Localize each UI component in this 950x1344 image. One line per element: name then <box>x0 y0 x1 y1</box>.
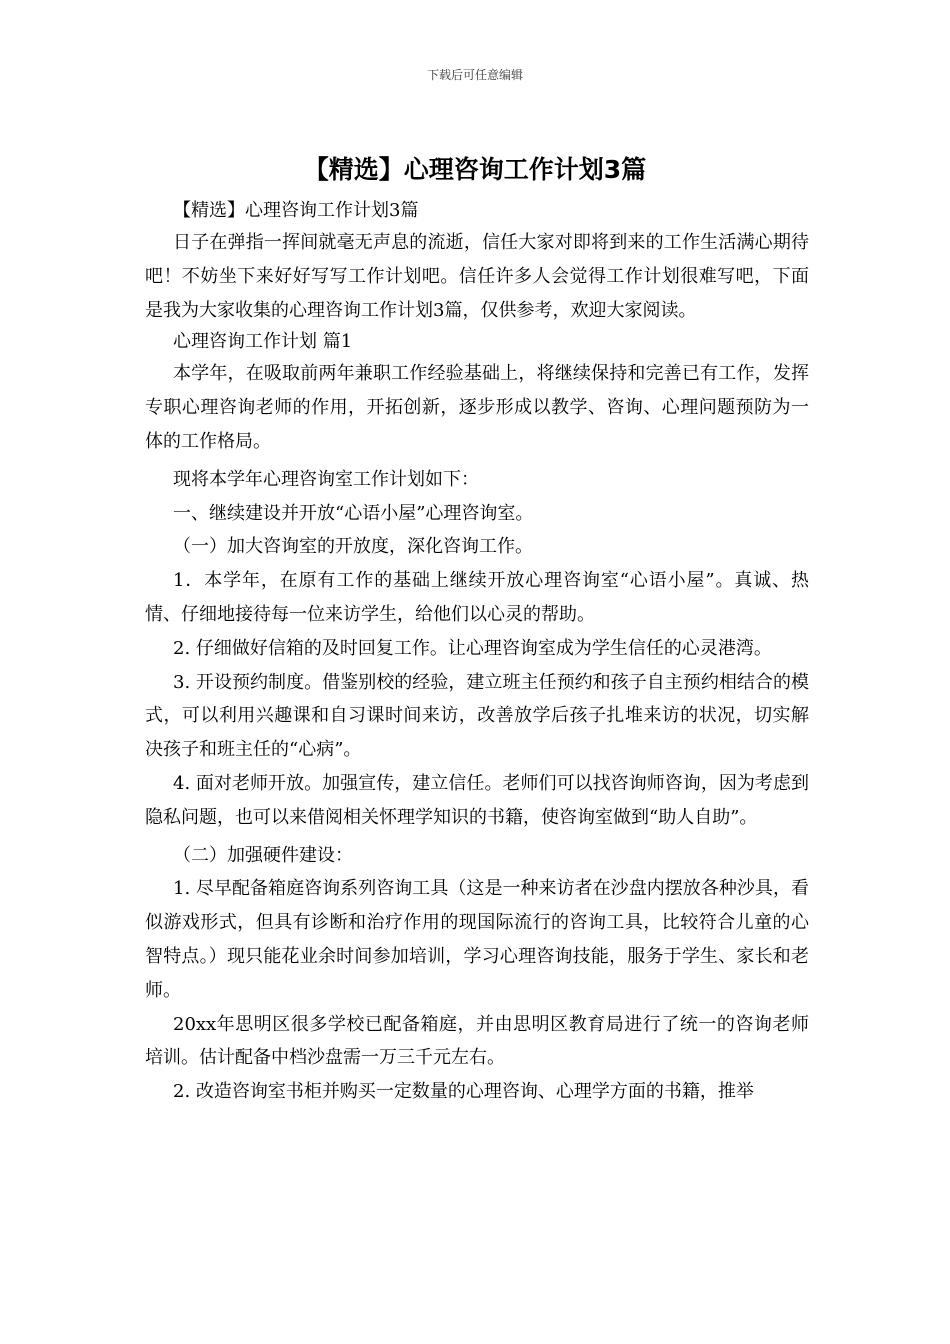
paragraph-item-3: 3. 开设预约制度。借鉴别校的经验，建立班主任预约和孩子自主预约相结合的模式，可以利用兴趣课和自习课时间来访，改善放学后孩子扎堆来访的状况，切实解决孩子和班主任的“心病”。 <box>145 671 809 761</box>
paragraph-plan-heading: 心理咨询工作计划 篇1 <box>173 331 353 353</box>
document-body <box>145 196 809 1109</box>
paragraph-item-1: 1．本学年，在原有工作的基础上继续开放心理咨询室“心语小屋”。真诚、热情、仔细地接待每一位来访学生，给他们以心灵的帮助。 <box>145 570 809 625</box>
paragraph-subsection-two: （二）加强硬件建设： <box>173 844 353 866</box>
document-title: 【精选】心理咨询工作计划3篇 <box>303 155 647 184</box>
paragraph-plan-lead: 现将本学年心理咨询室工作计划如下： <box>173 468 479 490</box>
paragraph-subsection-one: （一）加大咨询室的开放度，深化咨询工作。 <box>173 536 533 558</box>
paragraph-hardware-item-2: 2. 改造咨询室书柜并购买一定数量的心理咨询、心理学方面的书籍，推举 <box>173 1081 754 1103</box>
paragraph-item-2: 2. 仔细做好信箱的及时回复工作。让心理咨询室成为学生信任的心灵港湾。 <box>173 637 772 659</box>
paragraph-item-4: 4. 面对老师开放。加强宣传，建立信任。老师们可以找咨询师咨询，因为考虑到隐私问题，也可以来借阅相关怀理学知识的书籍，使咨询室做到“助人自助”。 <box>145 772 809 828</box>
paragraph-intro: 日子在弹指一挥间就毫无声息的流逝，信任大家对即将到来的工作生活满心期待吧！不妨坐下来好好写写工作计划吧。信任许多人会觉得工作计划很难写吧，下面是我为大家收集的心理咨询工作计划3篇，仅供参考，欢迎大家阅读。 <box>145 232 809 321</box>
paragraph-hardware-item-1: 1. 尽早配备箱庭咨询系列咨询工具（这是一种来访者在沙盘内摆放各种沙具，看似游戏形式，但具有诊断和治疗作用的现国际流行的咨询工具，比较符合儿童的心智特点。）现只能花业余时间参加培训，学习心理咨询技能，服务于学生、家长和老师。 <box>145 878 809 1001</box>
paragraph-subtitle: 【精选】心理咨询工作计划3篇 <box>173 200 419 221</box>
paragraph-district-note: 20xx年思明区很多学校已配备箱庭，并由思明区教育局进行了统一的咨询老师培训。估计配备中档沙盘需一万三千元左右。 <box>145 1013 809 1069</box>
paragraph-section-one: 一、继续建设并开放“心语小屋”心理咨询室。 <box>173 502 534 524</box>
page-header-note: 下载后可任意编辑 <box>426 68 523 82</box>
paragraph-overview: 本学年，在吸取前两年兼职工作经验基础上，将继续保持和完善已有工作，发挥专职心理咨询老师的作用，开拓创新，逐步形成以教学、咨询、心理问题预防为一体的工作格局。 <box>145 363 809 452</box>
